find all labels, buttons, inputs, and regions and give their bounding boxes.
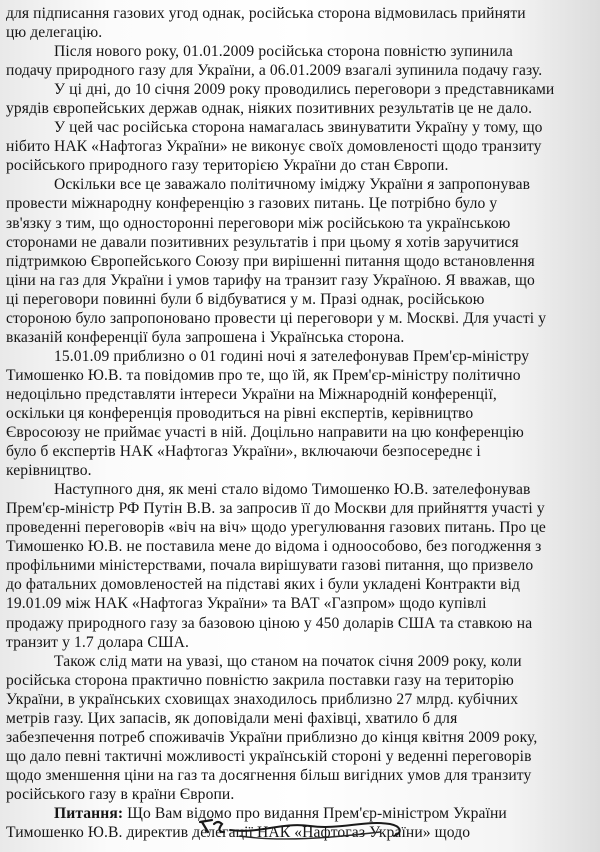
text-line: Наступного дня, як мені стало відомо Тимошенко Ю.В. зателефонував bbox=[54, 481, 531, 499]
text-line: продажу природного газу за базовою ціною у 450 доларів США та ставкою на bbox=[6, 614, 533, 632]
text-line: 15.01.09 приблизно о 01 годині ночі я зателефонував Прем'єр-міністру bbox=[54, 347, 530, 365]
signature-stroke bbox=[230, 823, 400, 836]
text-line: вказаній конференції була запрошена і Українська сторона. bbox=[6, 328, 405, 346]
text-line: зв'язку з тим, що односторонні переговори між російською та українською bbox=[6, 214, 511, 232]
signature-underline bbox=[240, 832, 380, 839]
text-line: ці переговори повинні були б відбуватися у м. Празі однак, російською bbox=[6, 290, 485, 308]
text-line: Тимошенко Ю.В. директив делегації НАК «Нафтогаз України» щодо bbox=[6, 824, 471, 842]
text-line: подачу природного газу для України, а 06.01.2009 взагалі зупинила подачу газу. bbox=[6, 62, 543, 80]
text-line: урядів європейських держав однак, ніяких позитивних результатів це не дало. bbox=[6, 100, 533, 118]
text-line: Прем'єр-міністр РФ Путін В.В. за запросив її до Москви для прийняття участі у bbox=[6, 500, 545, 518]
text-line: щодо зменшення ціни на газ та досягнення більш вигідних умов для транзиту bbox=[6, 766, 532, 784]
text-line: сторонами не давали позитивних результатів і при цьому я хотів заручитися bbox=[6, 233, 519, 251]
text-line: недоцільно представляти інтереси України на Міжнародній конференції, bbox=[6, 385, 497, 403]
text-line: російська сторона практично повністю закрила поставки газу на територію bbox=[6, 671, 514, 689]
text-line: керівництво. bbox=[6, 462, 92, 480]
text-line: для підписання газових угод однак, російська сторона відмовилась прийняти bbox=[6, 5, 526, 22]
text-line: Оскільки все це заважало політичному іміджу України я запропонував bbox=[54, 176, 531, 194]
text-line: Також слід мати на увазі, що станом на початок січня 2009 року, коли bbox=[54, 652, 522, 670]
paragraph-3 bbox=[6, 118, 594, 175]
text-line: нібито НАК «Нафтогаз України» не виконує своїх домовленості щодо транзиту bbox=[6, 138, 542, 156]
text-line: до фатальних домовленостей на підставі яких і були укладені Контракти від bbox=[6, 576, 521, 594]
question-label: Питання: bbox=[54, 804, 124, 822]
text-line: ціни на газ для України і умов тарифу на транзит газу Україною. Я вважав, що bbox=[6, 271, 535, 289]
paragraph-7 bbox=[6, 652, 594, 804]
document-body bbox=[6, 4, 594, 842]
paragraph-4 bbox=[6, 175, 594, 346]
text-line: забезпечення потреб споживачів України приблизно до кінця квітня 2009 року, bbox=[6, 728, 538, 746]
text-line: України, в українських сховищах знаходилось приблизно 27 млрд. кубічних bbox=[6, 690, 519, 708]
text-line: проведенні переговорів «віч на віч» щодо урегулювання газових питань. Про це bbox=[6, 519, 546, 537]
signature-initial bbox=[200, 820, 224, 832]
text-line: Тимошенко Ю.В. не поставила мене до відома і одноособово, без погодження з bbox=[6, 538, 542, 556]
signature-image bbox=[190, 808, 410, 850]
text-line: транзит у 1.7 долара США. bbox=[6, 633, 190, 651]
text-line: 19.01.09 між НАК «Нафтогаз України» та ВАТ «Газпром» щодо купівлі bbox=[6, 595, 487, 613]
paragraph-5 bbox=[6, 347, 594, 480]
text-line: було б експертів НАК «Нафтогаз України», включаючи безпосереднє і bbox=[6, 443, 481, 461]
text-line: російського природного газу територією України до стан Європи. bbox=[6, 157, 449, 175]
paragraph-2 bbox=[6, 42, 594, 118]
text-line: провести міжнародну конференцію з газових питань. Це потрібно було у bbox=[6, 195, 498, 213]
text-line: У цей час російська сторона намагалась звинуватити Україну у тому, що bbox=[54, 119, 543, 137]
text-line: російського газу в країни Європи. bbox=[6, 785, 235, 803]
text-line: що дало певні тактичні можливості українській стороні у веденні переговорів bbox=[6, 747, 532, 765]
paragraph-1 bbox=[6, 4, 594, 42]
text-line: Тимошенко Ю.В. та повідомив про те, що їй, як Прем'єр-міністру політично bbox=[6, 366, 521, 384]
text-line: профільними міністерствами, почала вирішувати газові питання, що призвело bbox=[6, 557, 534, 575]
text-line: підтримкою Європейського Союзу при вирішенні питання щодо встановлення bbox=[6, 252, 535, 270]
text-line: оскільки ця конференція проводиться на рівні експертів, керівництво bbox=[6, 404, 474, 422]
question-text: Що Вам відомо про видання Прем'єр-міністром України bbox=[127, 804, 507, 822]
text-line: Євросоюзу не приймає участі в ній. Доцільно направити на цю конференцію bbox=[6, 424, 524, 442]
text-line: У ці дні, до 10 січня 2009 року проводились переговори з представниками bbox=[54, 81, 555, 99]
text-line: Після нового року, 01.01.2009 російська сторона повністю зупинила bbox=[54, 43, 513, 61]
paragraph-6 bbox=[6, 480, 594, 651]
text-line: стороною було запропоновано провести ці переговори у м. Москві. Для участі у bbox=[6, 309, 547, 327]
text-line: цю делегацію. bbox=[6, 24, 103, 42]
text-line: метрів газу. Цих запасів, як доповідали мені фахівці, хватило б для bbox=[6, 709, 458, 727]
